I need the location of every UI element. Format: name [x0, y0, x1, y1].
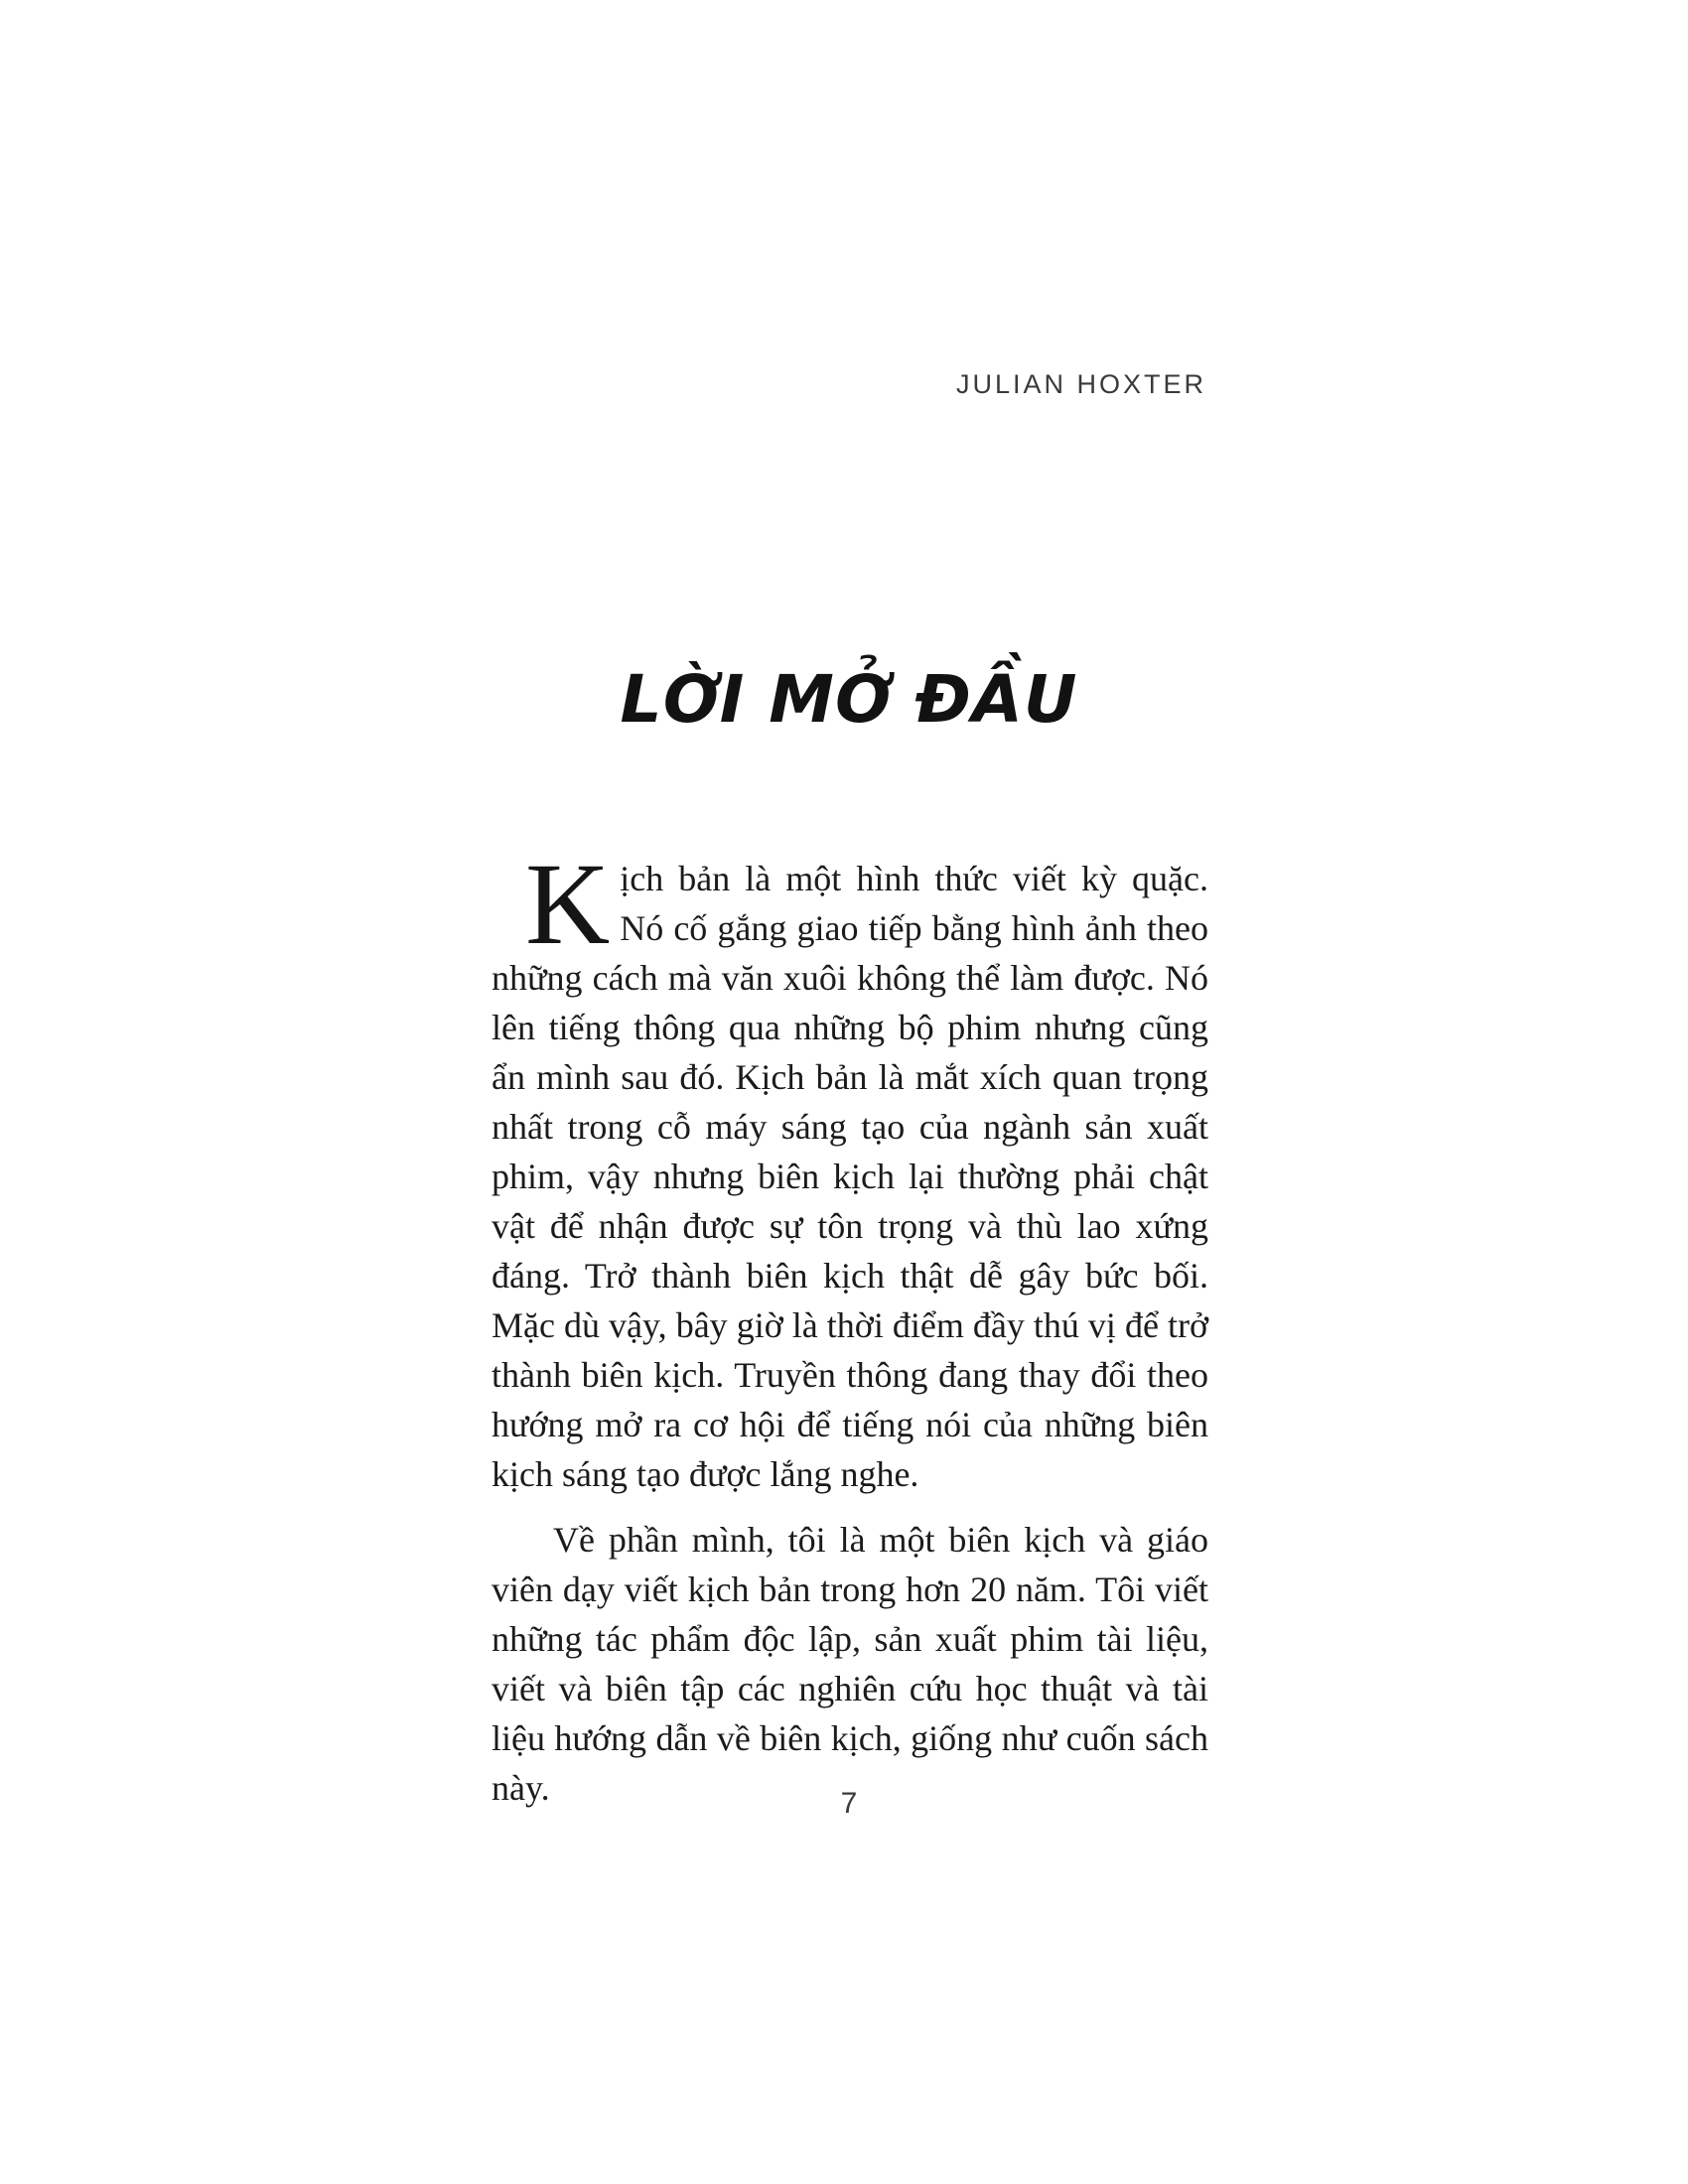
body-text-block: [492, 839, 1208, 1813]
running-header-author: JULIAN HOXTER: [955, 369, 1206, 399]
drop-cap: K: [525, 839, 611, 969]
page-number: 7: [840, 1787, 858, 1820]
paragraph-1: [492, 839, 1208, 1499]
paragraph-1-text: ịch bản là một hình thức viết kỳ quặc. Nó cố gắng giao tiếp bằng hình ảnh theo những cách mà văn xuôi không thể làm được. Nó lên tiếng thông qua những bộ phim nhưng cũng ẩn mình sau đó. Kịch bản là mắt xích quan trọng nhất trong cỗ máy sáng tạo của ngành sản xuất phim, vậy nhưng biên kịch lại thường phải chật vật để nhận được sự tôn trọng và thù lao xứng đáng. Trở thành biên kịch thật dễ gây bức bối. Mặc dù vậy, bây giờ là thời điểm đầy thú vị để trở thành biên kịch. Truyền thông đang thay đổi theo hướng mở ra cơ hội để tiếng nói của những biên kịch sáng tạo được lắng nghe.: [492, 859, 1208, 1494]
paragraph-2: Về phần mình, tôi là một biên kịch và giáo viên dạy viết kịch bản trong hơn 20 năm. Tôi viết những tác phẩm độc lập, sản xuất phim tài liệu, viết và biên tập các nghiên cứu học thuật và tài liệu hướng dẫn về biên kịch, giống như cuốn sách này.: [492, 1520, 1208, 1808]
chapter-title: LỜI MỞ ĐẦU: [620, 661, 1078, 739]
